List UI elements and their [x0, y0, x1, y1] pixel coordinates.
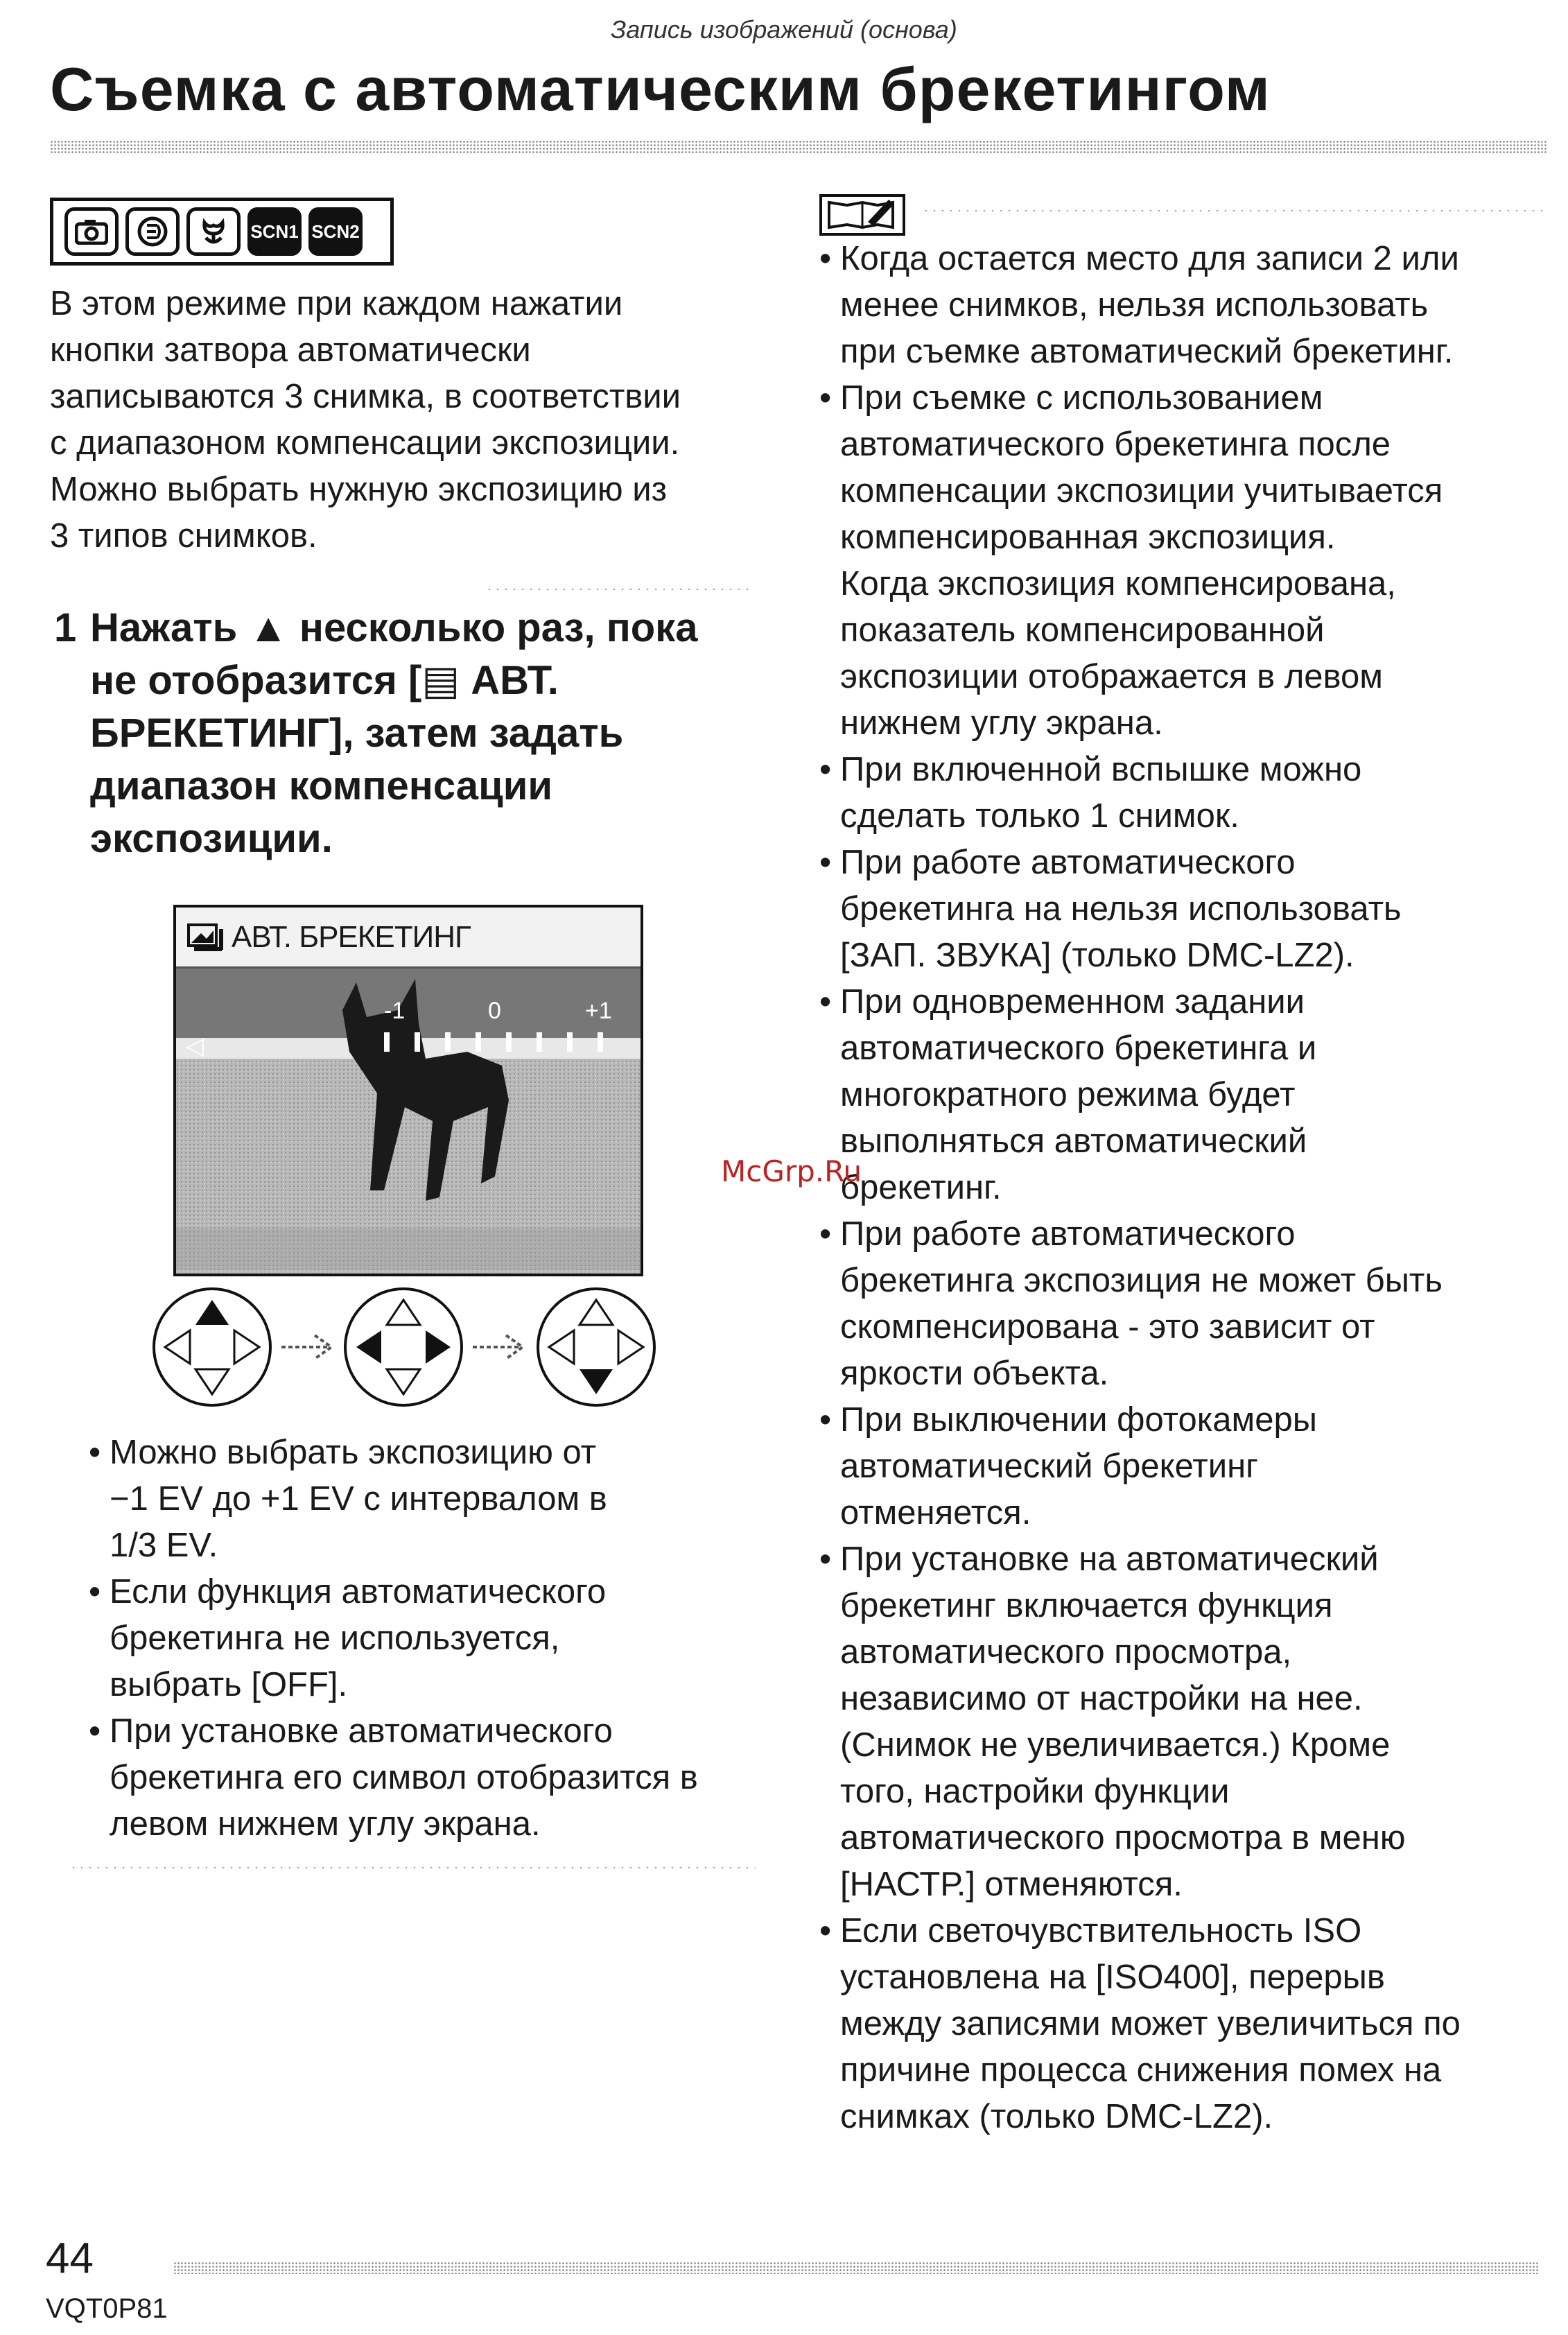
list-item: [819, 1908, 1554, 2140]
note-line: того, настройки функции: [840, 1773, 1230, 1810]
list-item: [89, 1569, 768, 1708]
list-item: [819, 236, 1554, 375]
note-line: менее снимков, нельзя использовать: [840, 286, 1429, 324]
step-number: 1: [54, 605, 77, 650]
list-item: [819, 1536, 1554, 1908]
note-line: сделать только 1 снимок.: [840, 797, 1239, 835]
intro-line: 3 типов снимков.: [50, 517, 317, 555]
camera-mode-icon: [64, 207, 119, 256]
note-line: −1 EV до +1 EV с интервалом в: [110, 1480, 607, 1518]
intro-line: В этом режиме при каждом нажатии: [50, 285, 623, 322]
note-rule: [922, 208, 1546, 214]
note-line: многократного режима будет: [840, 1076, 1296, 1113]
note-line: брекетинг.: [840, 1169, 1002, 1206]
note-line: • При выключении фотокамеры: [840, 1401, 1317, 1439]
step-line: диапазон компенсации: [90, 763, 553, 808]
mode-icon-bar: [50, 198, 394, 266]
note-line: снимках (только DMC-LZ2).: [840, 2098, 1273, 2135]
note-icon: [819, 194, 905, 236]
left-notes: [89, 1430, 768, 1848]
dpad-up-pressed-icon: [151, 1286, 273, 1408]
scn2-mode-icon: SCN2: [308, 207, 363, 256]
list-item: [819, 979, 1554, 1211]
ev-scale-ticks: [384, 1032, 613, 1052]
macro-mode-icon: [186, 207, 241, 256]
footer-rule: [173, 2262, 1539, 2274]
intro-line: с диапазоном компенсации экспозиции.: [50, 424, 680, 462]
note-line: автоматического просмотра в меню: [840, 1819, 1406, 1857]
watermark: McGrp.Ru: [721, 1154, 862, 1188]
list-item: [819, 1211, 1554, 1397]
note-line: отменяется.: [840, 1494, 1031, 1531]
ev-scale: [384, 998, 620, 1060]
note-line: • Когда остается место для записи 2 или: [840, 240, 1459, 277]
section-divider: [69, 1865, 756, 1870]
screen-menu-header: [176, 908, 641, 969]
ev-scale-label: -1: [384, 998, 406, 1024]
screen-menu-label: АВТ. БРЕКЕТИНГ: [232, 919, 471, 954]
dpad-left-right-pressed-icon: [342, 1286, 464, 1408]
note-line: • При установке автоматического: [110, 1712, 613, 1750]
note-line: брекетинга его символ отобразится в: [110, 1759, 698, 1796]
page-number: 44: [46, 2234, 94, 2282]
note-line: • При работе автоматического: [840, 844, 1296, 881]
note-line: нижнем углу экрана.: [840, 704, 1163, 742]
note-line: левом нижнем углу экрана.: [110, 1805, 541, 1843]
page-title: Съемка с автоматическим брекетингом: [50, 55, 1271, 123]
note-line: Когда экспозиция компенсирована,: [840, 565, 1396, 602]
intro-line: Можно выбрать нужную экспозицию из: [50, 471, 668, 508]
note-line: • При установке на автоматический: [840, 1540, 1379, 1578]
note-line: автоматический брекетинг: [840, 1448, 1259, 1485]
list-item: [819, 375, 1554, 747]
step-line: Нажать ▲ несколько раз, пока: [90, 605, 698, 650]
document-code: VQT0P81: [46, 2293, 168, 2324]
note-line: независимо от настройки на нее.: [840, 1680, 1363, 1717]
step-line: не отобразится [▤ АВТ.: [90, 658, 559, 703]
dpad-down-pressed-icon: [535, 1286, 657, 1408]
note-line: брекетинга на нельзя использовать: [840, 890, 1402, 928]
list-item: [89, 1708, 768, 1848]
note-line: компенсации экспозиции учитывается: [840, 472, 1443, 510]
step-instruction: [90, 602, 776, 865]
section-divider: [485, 587, 749, 592]
note-line: автоматического брекетинга и: [840, 1030, 1317, 1067]
note-line: • Если функция автоматического: [110, 1573, 607, 1611]
note-line: • При включенной вспышке можно: [840, 751, 1362, 788]
note-line: компенсированная экспозиция.: [840, 519, 1336, 556]
intro-line: записываются 3 снимка, в соответствии: [50, 378, 681, 415]
note-line: показатель компенсированной: [840, 611, 1325, 649]
note-line: • При одновременном задании: [840, 983, 1305, 1021]
arrow-right-icon: [470, 1331, 530, 1363]
title-underline: [50, 140, 1547, 154]
note-line: экспозиции отображается в левом: [840, 658, 1383, 695]
step-line: БРЕКЕТИНГ], затем задать: [90, 711, 624, 756]
intro-paragraph: [50, 281, 771, 559]
left-arrow-icon: ◁: [186, 1033, 204, 1059]
camera-screen-illustration: [173, 905, 643, 1276]
right-notes: [819, 236, 1554, 2140]
list-item: [819, 1397, 1554, 1536]
note-line: причине процесса снижения помех на: [840, 2051, 1442, 2089]
note-line: брекетинг включается функция: [840, 1587, 1333, 1624]
note-line: брекетинга не используется,: [110, 1620, 560, 1657]
note-line: автоматического брекетинга после: [840, 426, 1391, 463]
intro-line: кнопки затвора автоматически: [50, 331, 531, 369]
section-title: Запись изображений (основа): [611, 15, 957, 44]
note-line: выполняться автоматический: [840, 1122, 1307, 1160]
note-line: скомпенсирована - это зависит от: [840, 1308, 1375, 1346]
note-line: • При работе автоматического: [840, 1215, 1296, 1253]
list-item: [89, 1430, 768, 1569]
arrow-right-icon: [279, 1331, 338, 1363]
note-line: • Если светочувствительность ISO: [840, 1912, 1362, 1950]
note-line: автоматического просмотра,: [840, 1633, 1292, 1671]
note-line: яркости объекта.: [840, 1355, 1109, 1392]
step-line: экспозиции.: [90, 816, 333, 861]
note-line: [ЗАП. ЗВУКА] (только DMC-LZ2).: [840, 937, 1354, 974]
note-line: между записями может увеличиться по: [840, 2005, 1461, 2042]
note-line: (Снимок не увеличивается.) Кроме: [840, 1726, 1391, 1764]
scn1-mode-icon: SCN1: [247, 207, 302, 256]
note-line: выбрать [OFF].: [110, 1666, 348, 1703]
list-item: [819, 747, 1554, 840]
note-line: при съемке автоматический брекетинг.: [840, 333, 1454, 370]
list-item: [819, 840, 1554, 979]
note-line: установлена на [ISO400], перерыв: [840, 1959, 1385, 1996]
simple-mode-icon: [125, 207, 180, 256]
note-line: брекетинга экспозиция не может быть: [840, 1262, 1443, 1299]
ev-scale-label: 0: [488, 998, 501, 1024]
note-line: • При съемке с использованием: [840, 379, 1323, 417]
ev-scale-label: +1: [585, 998, 612, 1024]
note-line: • Можно выбрать экспозицию от: [110, 1434, 597, 1471]
note-line: [НАСТР.] отменяются.: [840, 1866, 1183, 1903]
bracketing-icon: [187, 922, 227, 953]
note-line: 1/3 EV.: [110, 1527, 218, 1564]
